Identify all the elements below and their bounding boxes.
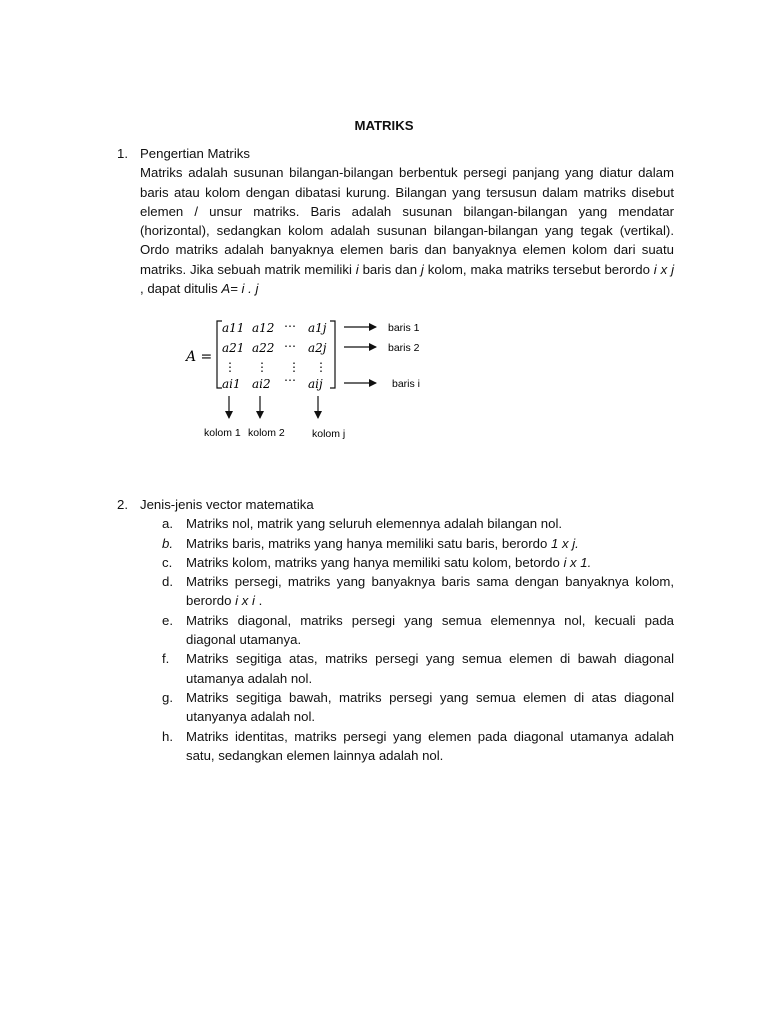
list-item <box>162 553 674 572</box>
column-label: kolom j <box>312 428 346 440</box>
section-types <box>117 495 674 765</box>
list-letter: d. <box>162 574 173 590</box>
list-letter: b. <box>162 535 173 551</box>
matrix-diagram <box>180 310 452 456</box>
ordo-notation: i x 1. <box>563 554 592 570</box>
list-item-text <box>186 688 674 727</box>
element-a12: a12 <box>252 321 275 335</box>
right-bracket <box>330 321 335 388</box>
list-item-text <box>186 572 674 611</box>
item-text: Matriks baris, matriks yang hanya memiliki satu baris, berordo <box>186 535 551 551</box>
element-a1j: a1j <box>308 321 327 335</box>
list-item <box>162 688 674 727</box>
list-letter: g. <box>162 689 173 705</box>
variable-j: j <box>420 261 424 277</box>
element-ai1: ai1 <box>222 377 241 391</box>
item-suffix: . <box>254 593 263 609</box>
section-title: Jenis-jenis vector matematika <box>140 497 314 512</box>
ellipsis-h: ⋯ <box>284 373 296 387</box>
ordo-notation: i x j <box>653 261 674 277</box>
list-item <box>162 611 674 650</box>
element-ai2: ai2 <box>252 377 271 391</box>
section-definition <box>117 144 674 298</box>
item-text: Matriks identitas, matriks persegi yang elemen pada diagonal utamanya adalah satu, sedangkan elemen lainnya adalah nol. <box>186 728 674 763</box>
ellipsis-v: ⋮ <box>315 360 327 374</box>
list-letter: c. <box>162 554 173 570</box>
list-item-text <box>186 649 674 688</box>
list-letter: a. <box>162 516 173 532</box>
item-text: Matriks diagonal, matriks persegi yang semua elemennya nol, kecuali pada diagonal utamanya. <box>186 612 674 648</box>
item-text: Matriks segitiga bawah, matriks persegi yang semua elemen di atas diagonal utanyanya adalah nol. <box>186 689 674 725</box>
section-number: 1. <box>117 146 128 161</box>
list-item <box>162 534 674 553</box>
definition-paragraph <box>140 163 674 298</box>
section-heading <box>117 495 674 514</box>
list-item-text <box>186 727 674 766</box>
ellipsis-h: ⋯ <box>284 319 296 333</box>
ellipsis-v: ⋮ <box>224 360 236 374</box>
column-label: kolom 1 <box>204 427 241 439</box>
row-label: baris 1 <box>388 322 420 334</box>
element-a2j: a2j <box>308 341 327 355</box>
ellipsis-v: ⋮ <box>288 360 300 374</box>
paragraph-text: , dapat ditulis <box>140 281 222 297</box>
list-item <box>162 649 674 688</box>
section-number: 2. <box>117 497 128 512</box>
list-letter: h. <box>162 728 173 744</box>
list-item-text <box>186 553 674 572</box>
section-heading <box>117 144 674 163</box>
row-label: baris 2 <box>388 342 420 354</box>
list-item <box>162 572 674 611</box>
ordo-notation: i x i <box>235 593 255 609</box>
element-aij: aij <box>308 377 323 391</box>
ordo-notation: 1 x j. <box>550 535 579 551</box>
list-letter: f. <box>162 651 170 667</box>
element-a21: a21 <box>222 341 245 355</box>
list-item-text <box>186 611 674 650</box>
element-a11: a11 <box>222 321 245 335</box>
item-text: Matriks kolom, matriks yang hanya memiliki satu kolom, betordo <box>186 554 564 570</box>
matrix-lhs: A = <box>186 349 213 365</box>
element-a22: a22 <box>252 341 275 355</box>
matrix-types-list <box>162 514 674 765</box>
matrix-figure <box>180 310 452 456</box>
item-text: Matriks nol, matrik yang seluruh elemennya adalah bilangan nol. <box>186 516 563 532</box>
ellipsis-h: ⋯ <box>284 339 296 353</box>
list-item <box>162 727 674 766</box>
paragraph-text: Matriks adalah susunan bilangan-bilangan berbentuk persegi panjang yang diatur dalam baris atau kolom dengan dibatasi kurung. Bilangan yang tersusun dalam matriks disebut elemen / unsur matriks. Baris adalah susunan bilangan-bilangan yang mendatar (horizontal), sedangkan kolom adalah susunan bilangan-bilangan yang tegak (vertikal). Ordo matriks adalah banyaknya elemen baris dan banyaknya elemen kolom dari suatu matriks. Jika sebuah matrik memiliki <box>140 165 674 277</box>
paragraph-text: kolom, maka matriks tersebut berordo <box>423 261 654 277</box>
ellipsis-v: ⋮ <box>256 360 268 374</box>
item-text: Matriks segitiga atas, matriks persegi yang semua elemen di bawah diagonal utamanya adalah nol. <box>186 651 674 686</box>
column-label: kolom 2 <box>248 427 285 439</box>
paragraph-text: baris dan <box>358 261 421 277</box>
list-item-text <box>186 534 674 553</box>
page-title: MATRIKS <box>354 118 414 133</box>
item-text: Matriks persegi, matriks yang banyaknya baris sama dengan banyaknya kolom, berordo <box>186 574 674 609</box>
row-label: baris i <box>392 378 421 390</box>
matrix-notation: A= i . j <box>221 281 259 297</box>
list-item-text <box>186 514 674 533</box>
list-item <box>162 514 674 533</box>
list-letter: e. <box>162 612 173 628</box>
variable-i: i <box>355 261 359 277</box>
section-title: Pengertian Matriks <box>140 146 250 161</box>
